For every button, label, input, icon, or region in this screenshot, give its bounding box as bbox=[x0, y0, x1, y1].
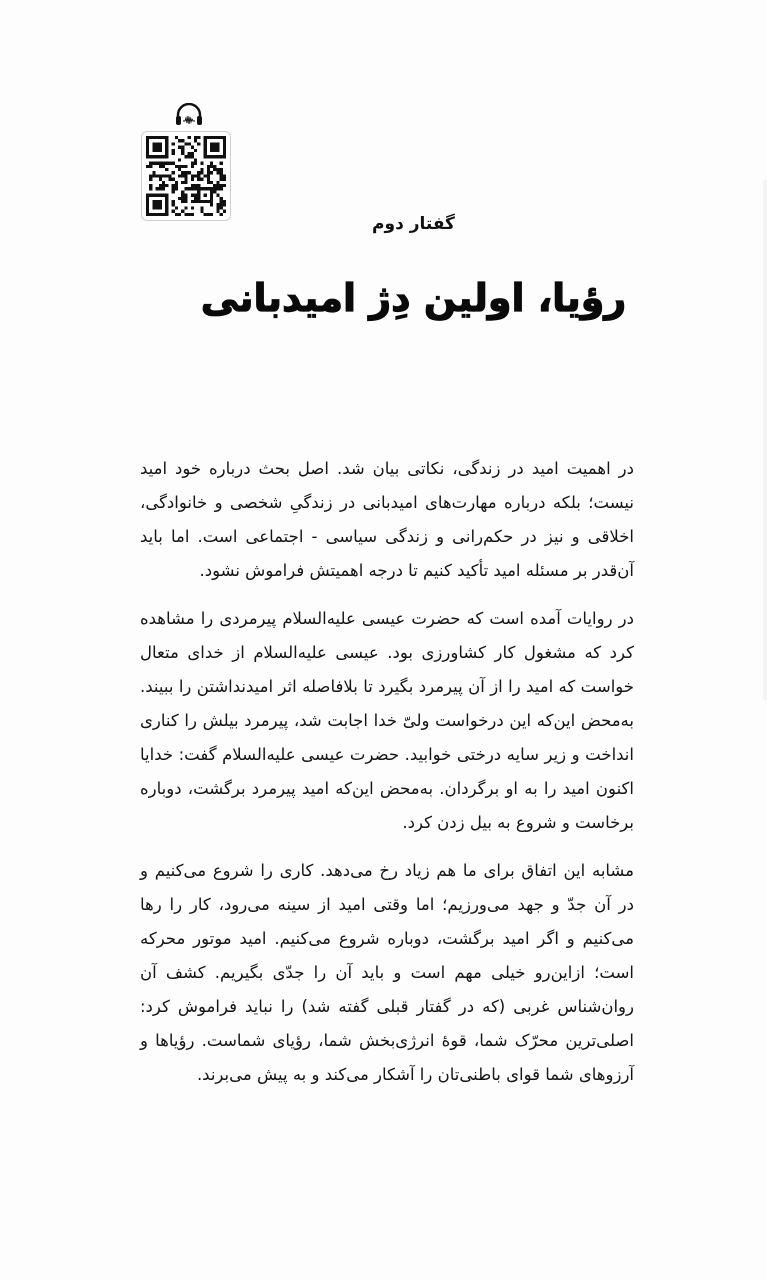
qr-code[interactable] bbox=[141, 131, 231, 221]
paragraph: در اهمیت امید در زندگی، نکاتی بیان شد. اصل بحث درباره خود امید نیست؛ بلکه درباره مهارت‌های امیدبانی در زندگیِ شخصی و خانوادگی، اخلاقی و نیز در حکم‌رانی و زندگی سیاسی - اجتماعی است. اما باید آن‌قدر بر مسئله امید تأکید کنیم تا درجه اهمیتش فراموش نشود. bbox=[140, 459, 634, 580]
body-text bbox=[140, 452, 634, 1106]
chapter-label: گفتار دوم bbox=[372, 214, 455, 234]
paragraph: مشابه این اتفاق برای ما هم زیاد رخ می‌دهد. کاری را شروع می‌کنیم و در آن جدّ و جهد می‌ورزیم؛ اما وقتی امید از سینه می‌رود، کار را رها می‌کنیم و اگر امید برگشت، دوباره شروع می‌کنیم. امید موتور محرکه است؛ ازاین‌رو خیلی مهم است و باید آن را جدّی بگیریم. کشف آن روان‌شناس غربی (که در گفتار قبلی گفته شد) را نباید فراموش کرد: اصلی‌ترین محرّک شما، قوهٔ انرژی‌بخش شما، رؤیای شماست. رؤیاها و آرزوهای شما قوای باطنی‌تان را آشکار می‌کند و به پیش می‌برند. bbox=[140, 861, 634, 1084]
chapter-title: رؤیا، اولین دِژ امیدبانی bbox=[200, 276, 627, 320]
page-edge-shadow bbox=[763, 180, 767, 700]
audio-qr-block bbox=[141, 103, 237, 221]
headphones-icon bbox=[174, 103, 204, 127]
paragraph: در روایات آمده است که حضرت عیسی علیه‌السلام پیرمردی را مشاهده کرد که مشغول کار کشاورزی بود. عیسی علیه‌السلام از خدای متعال خواست که امید را از آن پیرمرد بگیرد تا بلافاصله اثر امیدنداشتن را ببیند. به‌محض این‌که این درخواست ولیّ خدا اجابت شد، پیرمرد بیلش را کناری انداخت و زیر سایه درختی خوابید. حضرت عیسی علیه‌السلام گفت: خدایا اکنون امید را به او برگردان. به‌محض این‌که امید پیرمرد برگشت، دوباره برخاست و شروع به بیل زدن کرد. bbox=[140, 609, 634, 832]
qr-code-pattern bbox=[146, 136, 226, 216]
